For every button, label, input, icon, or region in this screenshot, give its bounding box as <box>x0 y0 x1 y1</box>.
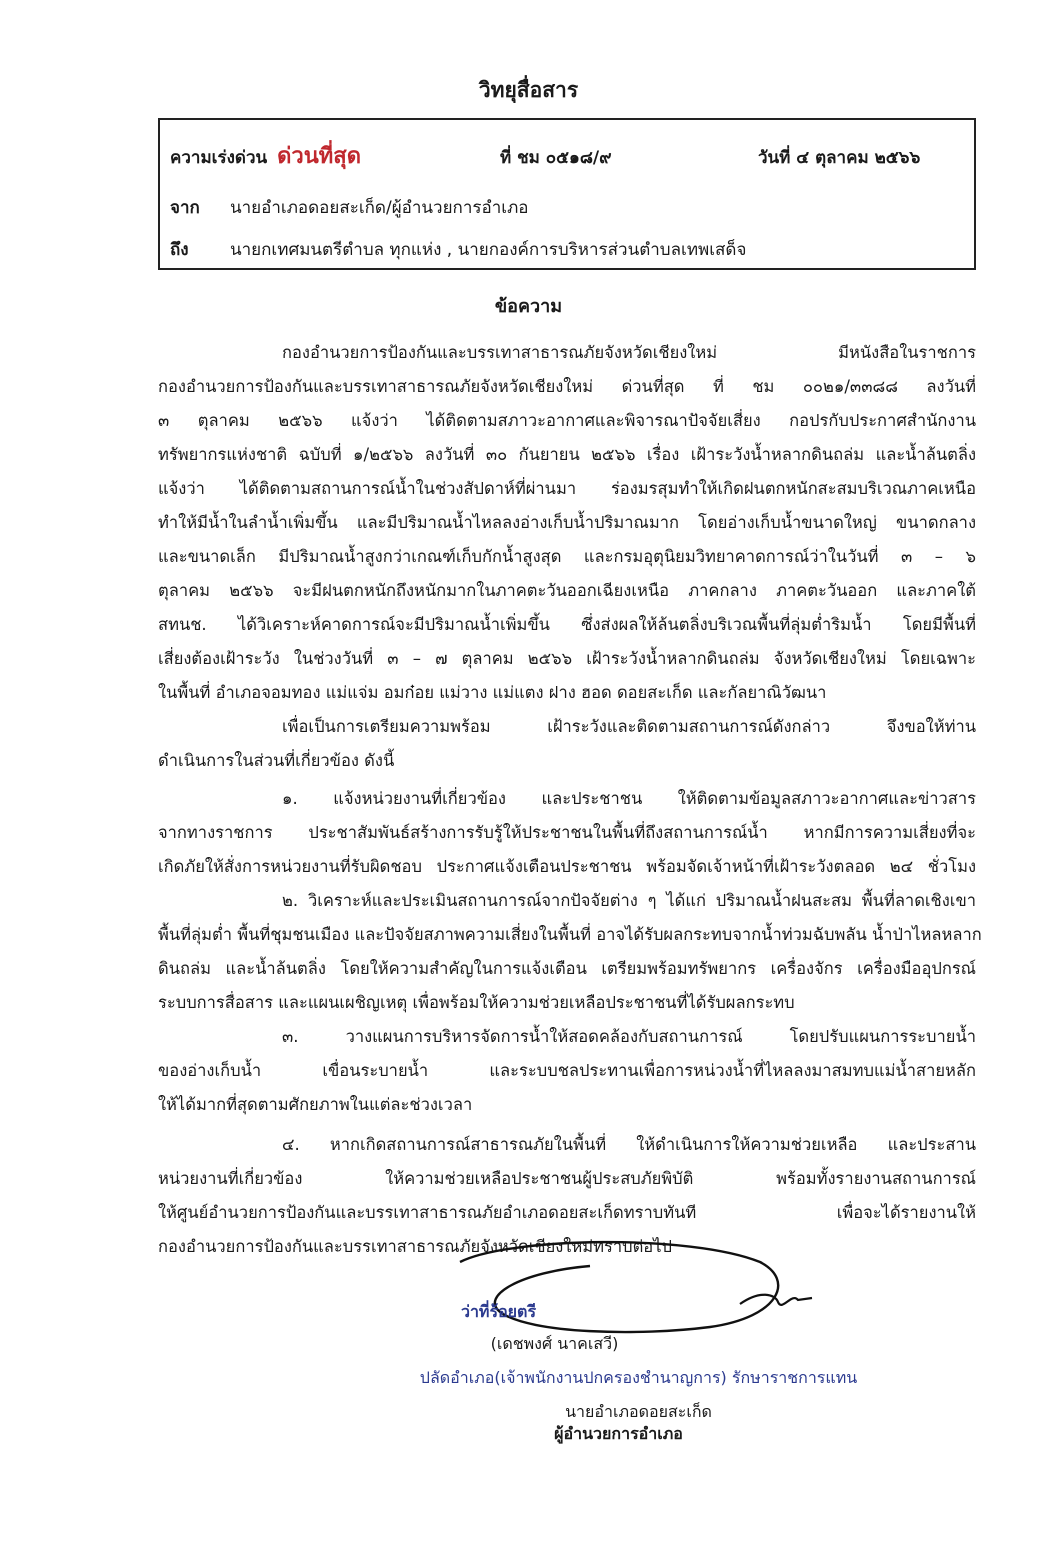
body-line: กองอำนวยการป้องกันและบรรเทาสาธารณภัยจังหวัดเชียงใหม่ ด่วนที่สุด ที่ ชม ๐๐๒๑/๓๓๘๘ ลงวันที่ <box>158 377 976 396</box>
urgency-label: ความเร่งด่วน <box>170 148 268 168</box>
body-line: ทรัพยากรแห่งชาติ ฉบับที่ ๑/๒๕๖๖ ลงวันที่ ๓๐ กันยายน ๒๕๖๖ เรื่อง เฝ้าระวังน้ำหลากดินถล่ม และน้ำล้นตลิ่ง <box>158 445 976 464</box>
body-line: ๓. วางแผนการบริหารจัดการน้ำให้สอดคล้องกับสถานการณ์ โดยปรับแผนการระบายน้ำ <box>282 1027 976 1046</box>
body-line: เพื่อเป็นการเตรียมความพร้อม เฝ้าระวังและติดตามสถานการณ์ดังกล่าว จึงขอให้ท่าน <box>282 717 976 736</box>
reference-number: ที่ ชม ๐๕๑๘/๙ <box>500 148 612 168</box>
signer-title: ปลัดอำเภอ(เจ้าพนักงานปกครองชำนาญการ) รักษาราชการแทน <box>419 1368 858 1387</box>
from-label: จาก <box>170 198 200 218</box>
body-line: ตุลาคม ๒๕๖๖ จะมีฝนตกหนักถึงหนักมากในภาคตะวันออกเฉียงเหนือ ภาคกลาง ภาคตะวันออก และภาคใต้ <box>158 581 976 600</box>
body-line: เสี่ยงต้องเฝ้าระวัง ในช่วงวันที่ ๓ – ๗ ตุลาคม ๒๕๖๖ เฝ้าระวังน้ำหลากดินถล่ม จังหวัดเชียงใหม่ โดยเฉพาะ <box>158 649 976 668</box>
body-line: สทนช. ได้วิเคราะห์คาดการณ์จะมีปริมาณน้ำเพิ่มขึ้น ซึ่งส่งผลให้ล้นตลิ่งบริเวณพื้นที่ลุ่มต่ำริมน้ำ โดยมีพื้นที่ <box>158 615 976 634</box>
signer-rank: ว่าที่ร้อยตรี <box>460 1302 537 1321</box>
body-line: ของอ่างเก็บน้ำ เขื่อนระบายน้ำ และระบบชลประทานเพื่อการหน่วงน้ำที่ไหลลงมาสมทบแม่น้ำสายหลัก <box>158 1061 976 1080</box>
body-line: ทำให้มีน้ำในลำน้ำเพิ่มขึ้น และมีปริมาณน้ำไหลลงอ่างเก็บน้ำปริมาณมาก โดยอ่างเก็บน้ำขนาดใหญ่ ขนาดกลาง <box>158 513 976 532</box>
from-value: นายอำเภอดอยสะเก็ด/ผู้อำนวยการอำเภอ <box>230 198 529 218</box>
body-line: ในพื้นที่ อำเภอจอมทอง แม่แจ่ม อมก๋อย แม่วาง แม่แตง ฝาง ฮอด ดอยสะเก็ด และกัลยาณิวัฒนา <box>158 683 827 702</box>
body-line: จากทางราชการ ประชาสัมพันธ์สร้างการรับรู้ให้ประชาชนในพื้นที่ถึงสถานการณ์น้ำ หากมีการความเสี่ยงที่จะ <box>158 823 976 842</box>
to-value: นายกเทศมนตรีตำบล ทุกแห่ง , นายกองค์การบริหารส่วนตำบลเทพเสด็จ <box>230 240 747 260</box>
body-line: และขนาดเล็ก มีปริมาณน้ำสูงกว่าเกณฑ์เก็บกักน้ำสูงสุด และกรมอุตุนิยมวิทยาคาดการณ์ว่าในวันที่ ๓ – ๖ <box>158 547 976 566</box>
to-label: ถึง <box>170 240 189 260</box>
body-line: เกิดภัยให้สั่งการหน่วยงานที่รับผิดชอบ ประกาศแจ้งเตือนประชาชน พร้อมจัดเจ้าหน้าที่เฝ้าระวังตลอด ๒๔ ชั่วโมง <box>158 857 976 876</box>
body-line: กองอำนวยการป้องกันและบรรเทาสาธารณภัยจังหวัดเชียงใหม่ มีหนังสือในราชการ <box>282 343 976 362</box>
document-date: วันที่ ๔ ตุลาคม ๒๕๖๖ <box>758 148 921 168</box>
body-line: ดินถล่ม และน้ำล้นตลิ่ง โดยให้ความสำคัญในการแจ้งเตือน เตรียมพร้อมทรัพยากร เครื่องจักร เครื่องมืออุปกรณ์ <box>158 959 976 978</box>
handwritten-signature <box>440 1232 830 1342</box>
signer-name: (เดชพงศ์ นาคเสวี) <box>490 1334 619 1353</box>
body-line: ระบบการสื่อสาร และแผนเผชิญเหตุ เพื่อพร้อมให้ความช่วยเหลือประชาชนที่ได้รับผลกระทบ <box>158 993 795 1012</box>
urgency-value: ด่วนที่สุด <box>277 144 362 169</box>
body-line: ให้ได้มากที่สุดตามศักยภาพในแต่ละช่วงเวลา <box>158 1095 473 1114</box>
signer-position: นายอำเภอดอยสะเก็ด <box>565 1402 712 1421</box>
from-row <box>170 194 529 221</box>
to-row <box>170 236 746 263</box>
body-line: กองอำนวยการป้องกันและบรรเทาสาธารณภัยจังหวัดเชียงใหม่ทราบต่อไป <box>158 1237 672 1256</box>
body-line: แจ้งว่า ได้ติดตามสถานการณ์น้ำในช่วงสัปดาห์ที่ผ่านมา ร่องมรสุมทำให้เกิดฝนตกหนักสะสมบริเวณภาคเหนือ <box>158 479 976 498</box>
urgency-row <box>170 138 361 173</box>
body-line: ๒. วิเคราะห์และประเมินสถานการณ์จากปัจจัยต่าง ๆ ได้แก่ ปริมาณน้ำฝนสะสม พื้นที่ลาดเชิงเขา <box>282 891 976 910</box>
message-heading: ข้อความ <box>494 296 563 317</box>
body-line: ให้ศูนย์อำนวยการป้องกันและบรรเทาสาธารณภัยอำเภอดอยสะเก็ดทราบทันที เพื่อจะได้รายงานให้ <box>158 1203 976 1222</box>
body-line: ดำเนินการในส่วนที่เกี่ยวข้อง ดังนี้ <box>158 751 395 770</box>
body-line: ๔. หากเกิดสถานการณ์สาธารณภัยในพื้นที่ ให้ดำเนินการให้ความช่วยเหลือ และประสาน <box>282 1135 976 1154</box>
body-line: หน่วยงานที่เกี่ยวข้อง ให้ความช่วยเหลือประชาชนผู้ประสบภัยพิบัติ พร้อมทั้งรายงานสถานการณ์ <box>158 1169 976 1188</box>
header-box <box>158 118 976 270</box>
document-title: วิทยุสื่อสาร <box>478 78 579 102</box>
body-line: พื้นที่ลุ่มต่ำ พื้นที่ชุมชนเมือง และปัจจัยสภาพความเสี่ยงในพื้นที่ อาจได้รับผลกระทบจากน้ำท่วมฉับพลัน น้ำป่าไหลหลาก <box>158 925 982 944</box>
body-line: ๑. แจ้งหน่วยงานที่เกี่ยวข้อง และประชาชน ให้ติดตามข้อมูลสภาวะอากาศและข่าวสาร <box>282 789 976 808</box>
signer-office: ผู้อำนวยการอำเภอ <box>554 1424 683 1443</box>
body-line: ๓ ตุลาคม ๒๕๖๖ แจ้งว่า ได้ติดตามสภาวะอากาศและพิจารณาปัจจัยเสี่ยง กอปรกับประกาศสำนักงาน <box>158 411 976 430</box>
